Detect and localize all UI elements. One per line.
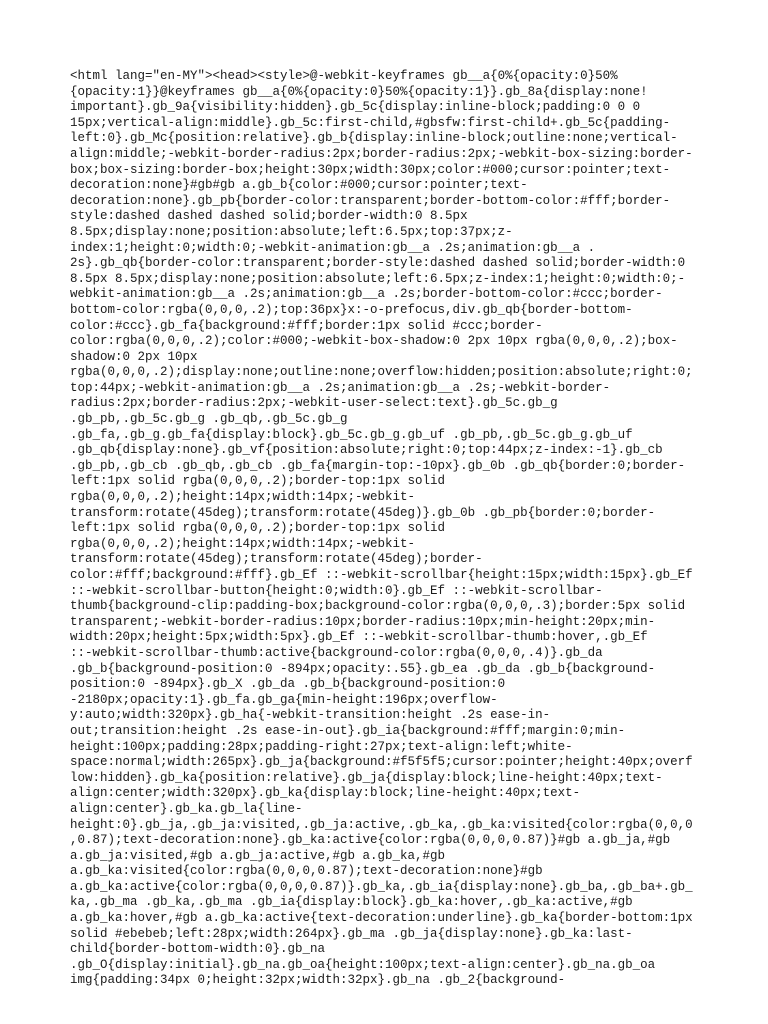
source-line: 8.5px 8.5px;display:none;position:absolute;left:6.5px;z-index:1;height:0;width:0;- xyxy=(70,271,686,286)
html-source-text xyxy=(70,69,710,989)
source-line: a.gb_ka:hover,#gb a.gb_ka:active{text-decoration:underline}.gb_ka{border-bottom:1px xyxy=(70,911,693,926)
source-line: img{padding:34px 0;height:32px;width:32px}.gb_na .gb_2{background- xyxy=(70,973,566,988)
source-line: decoration:none}#gb#gb a.gb_b{color:#000;cursor:pointer;text- xyxy=(70,178,528,193)
source-line: color:#fff;background:#fff}.gb_Ef ::-webkit-scrollbar{height:15px;width:15px}.gb_Ef xyxy=(70,568,693,582)
source-line: top:44px;-webkit-animation:gb__a .2s;animation:gb__a .2s;-webkit-border- xyxy=(70,380,611,395)
source-line: align:middle;-webkit-border-radius:2px;border-radius:2px;-webkit-box-sizing:border- xyxy=(70,146,693,161)
source-line: rgba(0,0,0,.2);height:14px;width:14px;-webkit- xyxy=(70,490,416,505)
source-line: color:#ccc}.gb_fa{background:#fff;border:1px solid #ccc;border- xyxy=(70,318,543,333)
source-line: space:normal;width:265px}.gb_ja{background:#f5f5f5;cursor:pointer;height:40px;overf xyxy=(70,755,693,770)
source-line: out;transition:height .2s ease-in-out}.gb_ia{background:#fff;margin:0;min- xyxy=(70,723,626,738)
source-line: .gb_pb,.gb_5c.gb_g .gb_qb,.gb_5c.gb_g xyxy=(70,412,348,427)
source-line: ::-webkit-scrollbar-thumb:active{background-color:rgba(0,0,0,.4)}.gb_da xyxy=(70,645,603,660)
source-line: solid #ebebeb;left:28px;width:264px}.gb_ma .gb_ja{display:none}.gb_ka:last- xyxy=(70,926,633,941)
source-line: 8.5px;display:none;position:absolute;left:6.5px;top:37px;z- xyxy=(70,224,513,239)
source-line: low:hidden}.gb_ka{position:relative}.gb_ja{display:block;line-height:40px;text- xyxy=(70,770,663,785)
source-line: -2180px;opacity:1}.gb_fa.gb_ga{min-height:196px;overflow- xyxy=(70,692,498,707)
source-line: .gb_O{display:initial}.gb_na.gb_oa{height:100px;text-align:center}.gb_na.gb_oa xyxy=(70,957,656,972)
source-line: transparent;-webkit-border-radius:10px;border-radius:10px;min-height:20px;min- xyxy=(70,614,656,629)
source-line: transform:rotate(45deg);transform:rotate(45deg)}.gb_0b .gb_pb{border:0;border- xyxy=(70,505,656,520)
source-line: <html lang="en-MY"><head><style>@-webkit-keyframes gb__a{0%{opacity:0}50% xyxy=(70,69,618,83)
source-line: width:20px;height:5px;width:5px}.gb_Ef ::-webkit-scrollbar-thumb:hover,.gb_Ef xyxy=(70,630,648,645)
source-line: shadow:0 2px 10px xyxy=(70,349,198,364)
source-line: position:0 -894px}.gb_X .gb_da .gb_b{background-position:0 xyxy=(70,677,506,692)
source-line: .gb_qb{display:none}.gb_vf{position:absolute;right:0;top:44px;z-index:-1}.gb_cb xyxy=(70,443,663,458)
source-line: index:1;height:0;width:0;-webkit-animation:gb__a .2s;animation:gb__a . xyxy=(70,240,596,255)
source-line: left:0}.gb_Mc{position:relative}.gb_b{display:inline-block;outline:none;vertical- xyxy=(70,131,678,146)
source-line: .gb_pb,.gb_cb .gb_qb,.gb_cb .gb_fa{margin-top:-10px}.gb_0b .gb_qb{border:0;border- xyxy=(70,458,686,473)
source-line: left:1px solid rgba(0,0,0,.2);border-top:1px solid xyxy=(70,474,446,489)
source-line: y:auto;width:320px}.gb_ha{-webkit-transition:height .2s ease-in- xyxy=(70,708,551,723)
source-line: height:0}.gb_ja,.gb_ja:visited,.gb_ja:active,.gb_ka,.gb_ka:visited{color:rgba(0,0,0 xyxy=(70,817,693,832)
source-line: child{border-bottom-width:0}.gb_na xyxy=(70,942,326,957)
source-line: 15px;vertical-align:middle}.gb_5c:first-child,#gbsfw:first-child+.gb_5c{padding- xyxy=(70,115,671,130)
source-line: .gb_b{background-position:0 -894px;opacity:.55}.gb_ea .gb_da .gb_b{background- xyxy=(70,661,656,676)
source-line: a.gb_ka:active{color:rgba(0,0,0,0.87)}.gb_ka,.gb_ia{display:none}.gb_ba,.gb_ba+.gb_ xyxy=(70,879,693,894)
source-line: bottom-color:rgba(0,0,0,.2);top:36px}x:-o-prefocus,div.gb_qb{border-bottom- xyxy=(70,302,633,317)
source-line: a.gb_ja:visited,#gb a.gb_ja:active,#gb a.gb_ka,#gb xyxy=(70,848,446,863)
source-line: align:center;width:320px}.gb_ka{display:block;line-height:40px;text- xyxy=(70,786,581,801)
source-line: color:rgba(0,0,0,.2);color:#000;-webkit-box-shadow:0 2px 10px rgba(0,0,0,.2);box- xyxy=(70,334,678,349)
source-line: height:100px;padding:28px;padding-right:27px;text-align:left;white- xyxy=(70,739,573,754)
source-line: 2s}.gb_qb{border-color:transparent;border-style:dashed dashed solid;border-width:0 xyxy=(70,256,686,271)
source-line: ::-webkit-scrollbar-button{height:0;width:0}.gb_Ef ::-webkit-scrollbar- xyxy=(70,583,603,598)
source-line: ka,.gb_ma .gb_ka,.gb_ma .gb_ia{display:block}.gb_ka:hover,.gb_ka:active,#gb xyxy=(70,895,633,910)
source-line: important}.gb_9a{visibility:hidden}.gb_5c{display:inline-block;padding:0 0 0 xyxy=(70,100,641,115)
source-line: {opacity:1}}@keyframes gb__a{0%{opacity:0}50%{opacity:1}}.gb_8a{display:none! xyxy=(70,84,648,99)
source-line: box;box-sizing:border-box;height:30px;width:30px;color:#000;cursor:pointer;text- xyxy=(70,162,671,177)
source-line: align:center}.gb_ka.gb_la{line- xyxy=(70,801,303,816)
source-line: ,0.87);text-decoration:none}.gb_ka:active{color:rgba(0,0,0,0.87)}#gb a.gb_ja,#gb xyxy=(70,833,671,848)
source-line: a.gb_ka:visited{color:rgba(0,0,0,0.87);text-decoration:none}#gb xyxy=(70,864,543,879)
source-line: .gb_fa,.gb_g.gb_fa{display:block}.gb_5c.gb_g.gb_uf .gb_pb,.gb_5c.gb_g.gb_uf xyxy=(70,427,633,442)
source-line: rgba(0,0,0,.2);height:14px;width:14px;-webkit- xyxy=(70,536,416,551)
source-line: radius:2px;border-radius:2px;-webkit-user-select:text}.gb_5c.gb_g xyxy=(70,396,558,411)
source-line: thumb{background-clip:padding-box;background-color:rgba(0,0,0,.3);border:5px solid xyxy=(70,599,686,614)
source-line: decoration:none}.gb_pb{border-color:transparent;border-bottom-color:#fff;border- xyxy=(70,193,671,208)
source-line: style:dashed dashed dashed solid;border-width:0 8.5px xyxy=(70,209,468,224)
source-line: left:1px solid rgba(0,0,0,.2);border-top:1px solid xyxy=(70,521,446,536)
source-line: transform:rotate(45deg);transform:rotate(45deg);border- xyxy=(70,552,483,567)
source-line: rgba(0,0,0,.2);display:none;outline:none;overflow:hidden;position:absolute;right:0; xyxy=(70,365,693,380)
source-line: webkit-animation:gb__a .2s;animation:gb__a .2s;border-bottom-color:#ccc;border- xyxy=(70,287,663,302)
